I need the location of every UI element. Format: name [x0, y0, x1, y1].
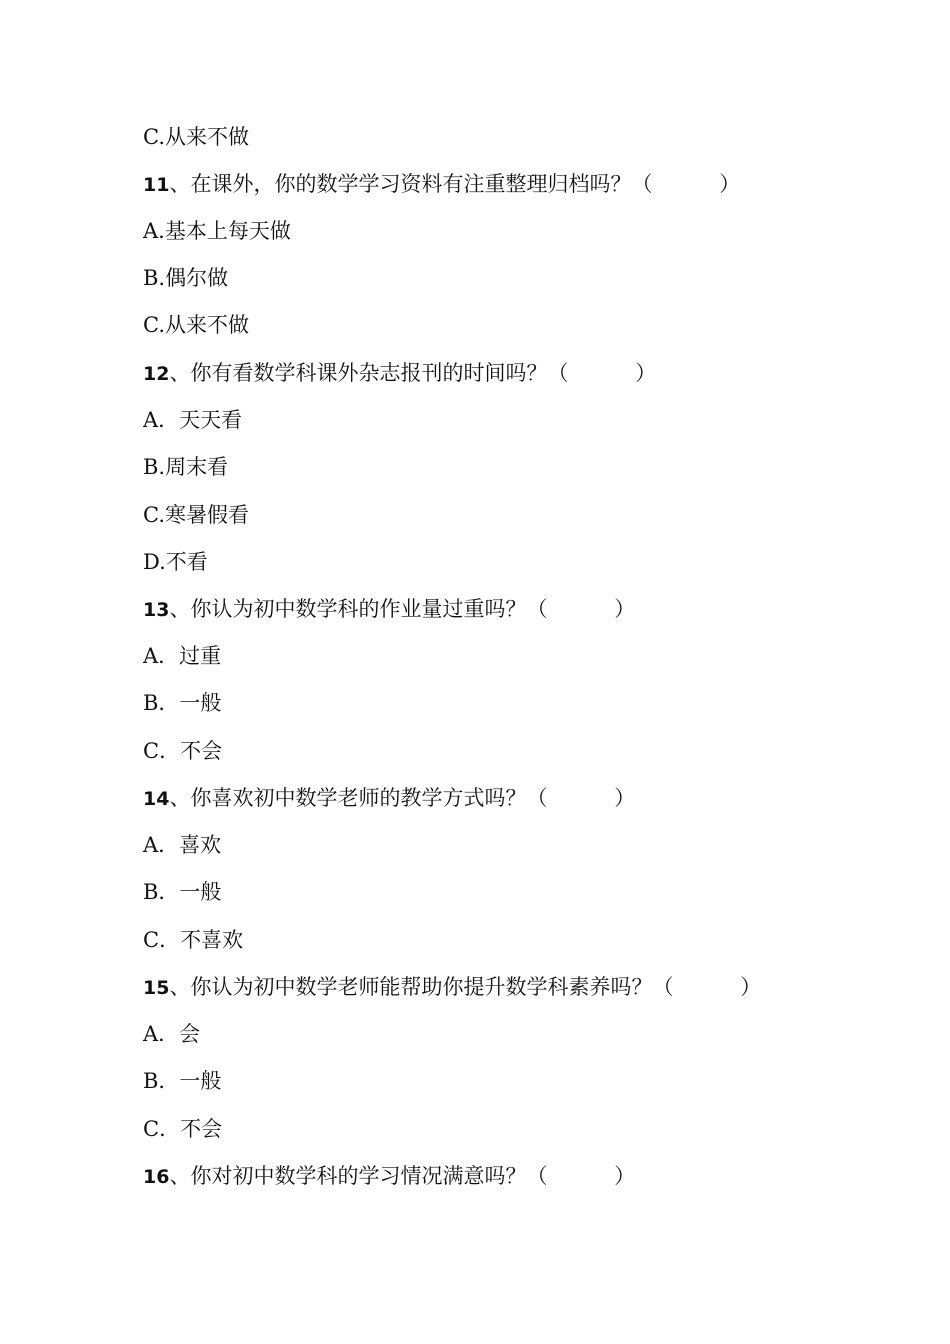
question-text: 、你认为初中数学老师能帮助你提升数学科素养吗？（ ） — [169, 975, 762, 999]
option-15a: A．会 — [143, 1022, 201, 1046]
question-15 — [143, 972, 761, 1002]
question-number: 14 — [143, 788, 170, 810]
question-text: 、在课外，你的数学学习资料有注重整理归档吗？（ ） — [169, 172, 741, 196]
option-13b: B．一般 — [143, 691, 222, 715]
question-number: 11 — [143, 174, 170, 196]
question-12 — [143, 358, 656, 388]
question-text: 、你有看数学科课外杂志报刊的时间吗？（ ） — [169, 361, 657, 385]
question-16 — [143, 1161, 635, 1191]
question-11 — [143, 169, 740, 199]
option-11c-prev: C.从来不做 — [143, 125, 249, 149]
option-15c: C．不会 — [143, 1117, 223, 1141]
question-text: 、你对初中数学科的学习情况满意吗？（ ） — [169, 1164, 636, 1188]
question-13 — [143, 594, 635, 624]
question-14 — [143, 783, 635, 813]
option-13c: C．不会 — [143, 739, 223, 763]
option-14c: C．不喜欢 — [143, 928, 244, 952]
question-number: 15 — [143, 977, 170, 999]
option-14a: A．喜欢 — [143, 833, 222, 857]
option-11c: C.从来不做 — [143, 313, 249, 337]
question-number: 12 — [143, 363, 170, 385]
option-12a: A．天天看 — [143, 408, 243, 432]
question-text: 、你喜欢初中数学老师的教学方式吗？（ ） — [169, 786, 636, 810]
option-15b: B．一般 — [143, 1069, 222, 1093]
option-11a: A.基本上每天做 — [143, 219, 291, 243]
option-14b: B．一般 — [143, 880, 222, 904]
option-11b: B.偶尔做 — [143, 266, 229, 290]
option-12b: B.周末看 — [143, 455, 229, 479]
question-number: 16 — [143, 1166, 170, 1188]
option-13a: A．过重 — [143, 644, 222, 668]
question-text: 、你认为初中数学科的作业量过重吗？（ ） — [169, 597, 636, 621]
option-12c: C.寒暑假看 — [143, 503, 249, 527]
question-number: 13 — [143, 599, 170, 621]
option-12d: D.不看 — [143, 550, 208, 574]
